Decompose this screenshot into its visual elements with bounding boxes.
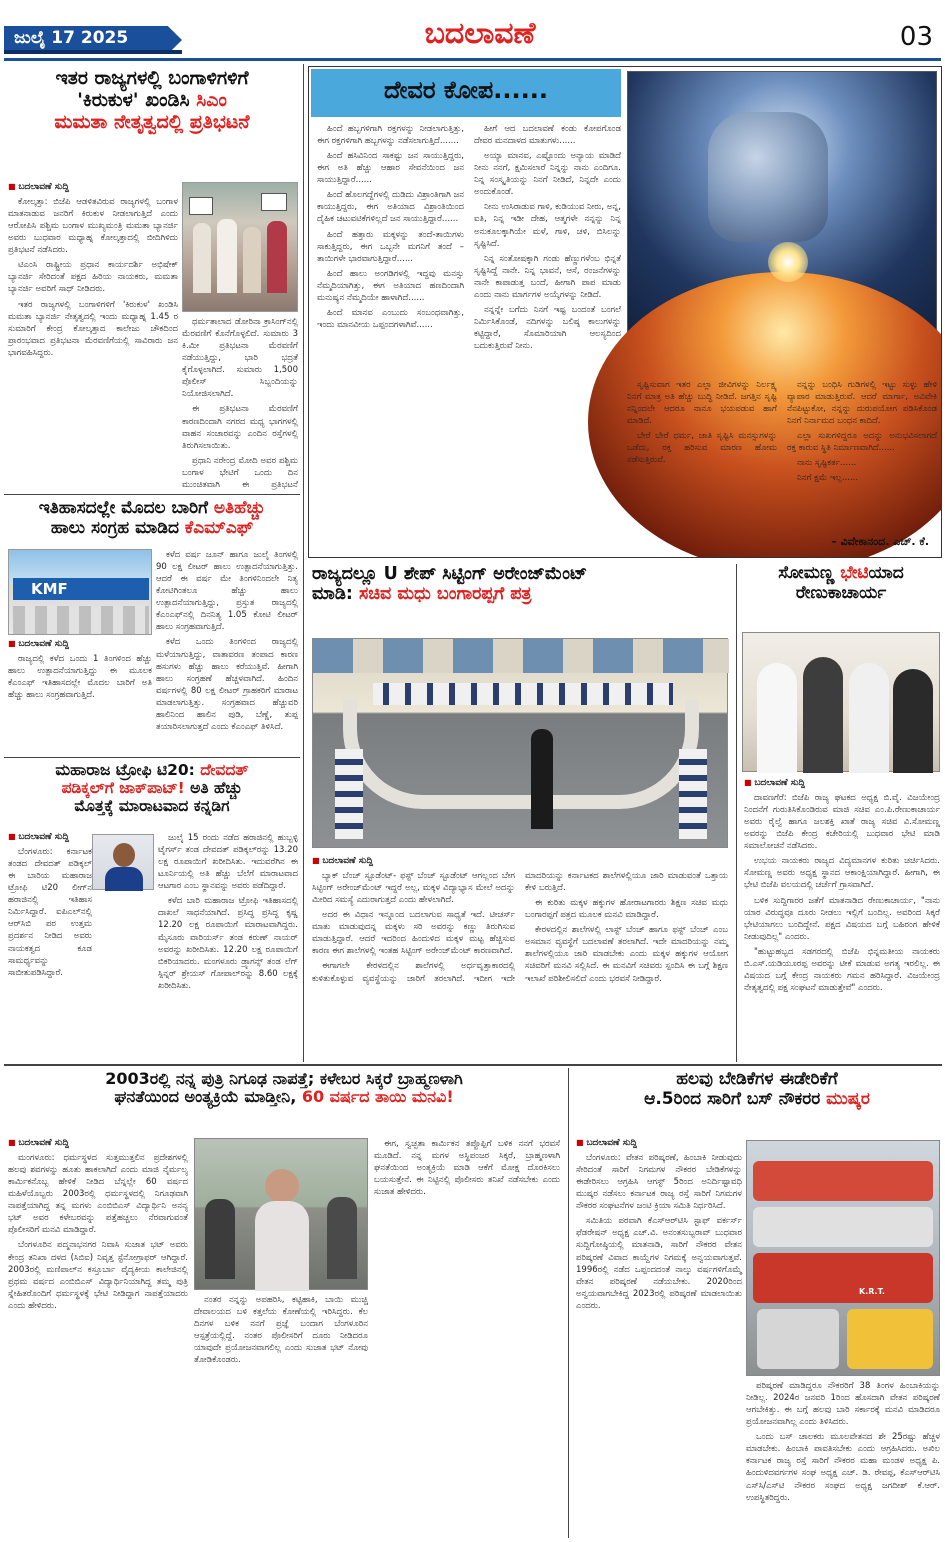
kmf-para-2: ಕಳೆದ ವರ್ಷ ಜೂನ್ ಹಾಗೂ ಜುಲೈ ತಿಂಗಳಲ್ಲಿ 90 ಲಕ್ಷ ಲೀಟರ್ ಹಾಲು ಉತ್ಪಾದನೆಯಾಗುತ್ತಿತ್ತು. ಆದರೆ ಈ ವರ್ಷ ಮೇ ತಿಂಗಳಿನಿಂದಲೇ ನಿತ್ಯ ಕೋಟಿಗಿಂತಲೂ ಹೆಚ್ಚು ಹಾಲು ಉತ್ಪಾದನೆಯಾಗುತ್ತಿದ್ದು, ಪ್ರಸ್ತುತ ರಾಜ್ಯದಲ್ಲಿ ಕೆಎಂಎಫ್‌ನಲ್ಲಿ ದಿನನಿತ್ಯ 1.05 ಕೋಟಿ ಲೀಟರ್ ಹಾಲು ಸಂಗ್ರಹವಾಗುತ್ತಿದೆ.	[156, 550, 298, 633]
devara-para-10: ನಿನ್ನ ಸಂತೋಷಕ್ಕಾಗಿ ಗಂಡು ಹೆಣ್ಣುಗಳೆಂಬ ಭಿನ್ನತೆ ಸೃಷ್ಟಿಸಿದ್ದೆ ನಾನೇ. ನಿನ್ನ ಭಾವನೆ, ಆಸೆ, ರಂಜನೆಗಳನ್ನು ನಾನೇ ಕಾಪಾಡುತ್ತ ಬಂದೆ, ಹೀಗಾಗಿ ಪಾಪ ಮಾಡು ಎಂದು ನಾನು ಮಾರ್ಗಗಳ ಅಯ್ಕೆಗಳನ್ನು ನೀಡಿದೆ.	[474, 253, 621, 300]
mother-para-1: ಮಂಗಳೂರು: ಧರ್ಮಸ್ಥಳದ ಸುತ್ತಮುತ್ತಲಿನ ಪ್ರದೇಶಗಳಲ್ಲಿ ಹಲವು ಶವಗಳನ್ನು ಹೂತು ಹಾಕಲಾಗಿದೆ ಎಂದು ಮಾಜಿ ನೈರ್ಮಲ್ಯ ಕಾರ್ಮಿಕನೊಬ್ಬ ಹೇಳಿಕೆ ನೀಡಿದ ಬೆನ್ನಲ್ಲೇ 60 ವರ್ಷದ ಮಹಿಳೆಯೊಬ್ಬರು 2003ರಲ್ಲಿ ಧರ್ಮಸ್ಥಳದಲ್ಲಿ ನಿಗೂಢವಾಗಿ ನಾಪತ್ತೆಯಾಗಿದ್ದ ತನ್ನ ಮಗಳು ಎಂಬಿಬಿಎಸ್ ವಿದ್ಯಾರ್ಥಿನಿ ಅನನ್ಯ ಭಟ್ ಅವರ ಕಳೇಬರವನ್ನು ಪತ್ತೆಹಚ್ಚಲು ನೆರವಾಗುವಂತೆ ಪೊಲೀಸರಿಗೆ ಮನವಿ ಮಾಡಿದ್ದಾರೆ.	[8, 1153, 188, 1236]
mother-headline-part2: ಘನತೆಯಿಂದ ಅಂತ್ಯಕ್ರಿಯೆ ಮಾಡ್ತೀನಿ,	[114, 1087, 302, 1107]
devara-para-3: ಹಿಂದೆ ಹೊಲಗದ್ದೆಗಳಲ್ಲಿ ದುಡಿದು ವಿಶ್ರಾಂತಿಗಾಗಿ ಜನ ಕಾಯುತ್ತಿದ್ದರು, ಈಗ ಅತಿಯಾದ ವಿಶ್ರಾಂತಿಯಿಂದ ದೈಹಿಕ ಚಟುವಟಿಕೆಗಳಿಲ್ಲದೆ ಜನ ಸಾಯುತ್ತಿದ್ದಾರೆ......	[317, 190, 464, 225]
mother-photo	[194, 1138, 368, 1290]
classroom-photo	[312, 638, 728, 848]
mother-byline: ■ ಬದಲಾವಣೆ ಸುದ್ದಿ	[8, 1138, 69, 1148]
devara-para-1: ಹಿಂದೆ ಹಬ್ಬಗಳಿಗಾಗಿ ರಕ್ತಗಳನ್ನು ನೀಡಲಾಗುತ್ತಿತ್ತು, ಈಗ ರಕ್ತಗಳಿಗಾಗಿ ಹಬ್ಬಗಳನ್ನು ನಡೆಸಲಾಗುತ್ತಿದೆ.......	[317, 124, 464, 147]
devara-para-14: ನನ್ನನ್ನು ಬಂಧಿಸಿ ಗುಡಿಗಳಲ್ಲಿ ಇಟ್ಟು ಸುಳ್ಳು ಹೇಳಿ ವ್ಯಾಪಾರ ಮಾಡುತ್ತಿರುವೆ. ಆದರೆ ಮಾರ್ಗಾ, ಅವಿವೇಕಿ ನೆನಪಿಟ್ಟುಕೋ, ನನ್ನನ್ನು ದುರುಪಯೋಗ ಪಡಿಸಿಕೊಂಡ ನಿನಗೆ ನಿರ್ನಾಮದ ಬಂಧನ ಕಾದಿದೆ.	[787, 380, 937, 427]
devara-para-15: ಎಲ್ಲಾ ಸುಖಗಳಿದ್ದರೂ ಅದನ್ನು ಅನುಭವಿಸಲಾಗದೆ ರಕ್ತ ಕಾರುವ ಸ್ಥಿತಿ ನಿರ್ಮಾಣವಾಗಿದೆ......	[787, 431, 937, 454]
devara-para-4: ಹಿಂದೆ ಹತ್ತಾರು ಮಕ್ಕಳನ್ನು ತಂದೆ-ತಾಯಿಗಳು ಸಾಕುತ್ತಿದ್ದರು, ಈಗ ಒಬ್ಬನೇ ಮಗನಿಗೆ ತಂದೆ – ತಾಯಿಗಳೇ ಭಾರವಾಗುತ್ತಿದ್ದಾರೆ......	[317, 229, 464, 264]
masthead	[0, 0, 945, 62]
kmf-headline	[4, 497, 300, 538]
bus-headline	[572, 1068, 942, 1109]
devara-para-5: ಹಿಂದೆ ಹಾಲು ಅಂಗಡಿಗಳಲ್ಲಿ ಇದ್ದವು ಮನಸ್ಸು ನೆಮ್ಮದಿಯಾಗಿತ್ತು, ಈಗ ಅತಿಯಾದ ಹಣದಿಂದಾಗಿ ಮನುಷ್ಯನ ನೆಮ್ಮದಿಯೇ ಹಾಳಾಗಿದೆ......	[317, 268, 464, 303]
bengali-para-6: ಪ್ರಧಾನಿ ನರೇಂದ್ರ ಮೋದಿ ಅವರ ಪಶ್ಚಿಮ ಬಂಗಾಳ ಭೇಟಿಗೆ ಒಂದು ದಿನ ಮುಂಚಿತವಾಗಿ ಈ ಪ್ರತಿಭಟನೆ	[182, 455, 298, 490]
bus-headline-part3: ಮುಷ್ಕರ	[826, 1088, 870, 1109]
bengali-protest-photo	[182, 182, 298, 312]
devara-para-17: ನಿನಗೆ ಕ್ಷಮೆ ಇಲ್ಲ......	[797, 473, 859, 484]
devara-body	[317, 123, 621, 555]
bengali-para-3: ಇತರ ರಾಜ್ಯಗಳಲ್ಲಿ ಬಂಗಾಳಿಗಳಿಗೆ 'ಕಿರುಕುಳ' ಖಂಡಿಸಿ ಮಮತಾ ಬ್ಯಾನರ್ಜಿ ನೇತೃತ್ವದಲ್ಲಿ ಇಂದು ಮಧ್ಯಾಹ್ನ 1.45 ರ ಸುಮಾರಿಗೆ ಕೇಂದ್ರ ಕೋಲ್ಕತ್ತಾದ ಕಾಲೇಜು ಚೌಕದಿಂದ ಪ್ರಾರಂಭವಾದ ಪ್ರತಿಭಟನಾ ಮೆರವಣಿಗೆಯಲ್ಲಿ ಸಾವಿರಾರು ಜನ ಭಾಗವಹಿಸಿದ್ದರು.	[8, 299, 178, 358]
divider	[4, 1064, 942, 1066]
mother-body-right	[374, 1138, 560, 1534]
column-divider	[303, 64, 304, 1062]
story-bus	[572, 1068, 942, 1538]
mother-body-left	[8, 1152, 188, 1534]
bengali-headline-kirukula: 'ಕಿರುಕುಳ'	[77, 88, 139, 111]
ushape-para-3: ಈಗಾಗಲೇ ಕೇರಳದಲ್ಲಿನ ಶಾಲೆಗಳಲ್ಲಿ ಅರ್ಧವೃತ್ತಾಕಾರದಲ್ಲಿ ಕುಳಿತುಕೊಳ್ಳುವ ವ್ಯವಸ್ಥೆಯನ್ನು ಜಾರಿಗೆ ತರಲಾಗಿದೆ. ಇದೀಗ ಇದೇ ಮಾದರಿಯನ್ನು ಕರ್ನಾಟಕದ ಶಾಲೆಗಳಲ್ಲಿಯೂ ಜಾರಿ ಮಾಡುವಂತೆ ಒತ್ತಾಯ ಕೇಳಿ ಬರುತ್ತಿದೆ.	[312, 871, 728, 984]
cricket-headline-part1: ಮಹಾರಾಜ ಟ್ರೋಫಿ ಟಿ20:	[55, 761, 201, 779]
bus-para-4: ಒಂದು ಬಸ್ ಚಾಲಕರು ಮೂಲವೇತನದ ಶೇ 25ರಷ್ಟು ಹೆಚ್ಚಳ ಮಾಡಬೇಕು. ಹಿಂಬಾಕಿ ಪಾವತಿಸಬೇಕು ಎಂದು ಆಗ್ರಹಿಸಿದರು. ಅಖಿಲ ಕರ್ನಾಟಕ ರಾಜ್ಯ ರಸ್ತೆ ಸಾರಿಗೆ ನೌಕರರ ಮಹಾ ಮಂಡಳ ಅಧ್ಯಕ್ಷ ಪಿ. ಹಿಂದುಳಿದವರ್ಗಗಳ ಸಂಘ ಅಧ್ಯಕ್ಷ ಎಚ್. ಡಿ. ರೇವಪ್ಪ, ಕೆಎಸ್‌ಆರ್‌ಟಿಸಿ ಎಸ್‌ಸಿ/ಎಸ್‌ಟಿ ನೌಕರರ ಸಂಘದ ಅಧ್ಯಕ್ಷ ಜಗದೀಶ್ ಕೆ.ಆರ್. ಉಪಸ್ಥಿತರಿದ್ದರು.	[746, 1432, 940, 1503]
devara-para-9: ನೀನು ಉಸಿರಾಡುವ ಗಾಳಿ, ಕುಡಿಯುವ ನೀರು, ಅನ್ನ, ಐತಿ, ನಿನ್ನ ಇಡೀ ದೇಹ, ಆತ್ಮಗಳೇ ನನ್ನನ್ನು ನಿನ್ನ ಅನುಕೂಲಕ್ಕಾಗಿಯೇ ಮಳೆ, ಗಾಳಿ, ಚಳಿ, ಬಿಸಿಲನ್ನು ಸೃಷ್ಟಿಸಿದೆ.	[474, 202, 621, 249]
devara-para-16: ನಾನು ಸೃಷ್ಟಿಕರ್ತ......	[797, 458, 857, 469]
somanna-headline-part3: ಯಾದ	[868, 564, 904, 583]
ushape-byline: ■ ಬದಲಾವಣೆ ಸುದ್ದಿ	[312, 856, 373, 866]
masthead-rule	[4, 58, 941, 61]
bengali-headline-cm: ಸಿಎಂ	[196, 88, 227, 111]
bus-para-2: ಸಮಿತಿಯ ಪರವಾಗಿ ಕೆಎಸ್‌ಆರ್‌ಟಿಸಿ ಸ್ಟಾಫ್ ವರ್ಕರ್ಸ್ ಫೆಡರೇಷನ್ ಅಧ್ಯಕ್ಷ ಎಚ್.ವಿ. ಅನಂತಸುಬ್ಬರಾವ್ ಬುಧವಾರ ಸುದ್ದಿಗೋಷ್ಠಿಯಲ್ಲಿ ಮಾತನಾಡಿ, ಸಾರಿಗೆ ನೌಕರರ ವೇತನ ಪರಿಷ್ಕರಣೆ ವಿವಾದ ಕಾಯ್ದೆಗಳ ನಿಗಮಕ್ಕೆ ಅನ್ವಯವಾಗುತ್ತವೆ. 1996ರಲ್ಲಿ ನಡೆದ ಒಪ್ಪಂದದಂತೆ ನಾಲ್ಕು ವರ್ಷಗಳಿಗೊಮ್ಮೆ ವೇತನ ಪರಿಷ್ಕರಣೆ ನಡೆಯಬೇಕು. 2020ರಿಂದ ಅನ್ವಯವಾಗಬೇಕಿದ್ದ 2023ರಲ್ಲಿ ಪರಿಷ್ಕರಣೆ ಮಾಡಲಾಯಿತು ಎಂದರು.	[576, 1216, 742, 1311]
cricket-body-right	[158, 832, 298, 1060]
bengali-headline-khandisi: ಖಂಡಿಸಿ	[138, 88, 197, 111]
kmf-building-photo	[8, 549, 152, 635]
ushape-body	[312, 870, 728, 1058]
bus-byline: ■ ಬದಲಾವಣೆ ಸುದ್ದಿ	[576, 1138, 637, 1148]
ushape-headline-part2: ಮಾಡಿ:	[312, 584, 359, 605]
cricket-headline-part2: ದೇವದತ್	[200, 761, 249, 779]
bengali-para-5: ಈ ಪ್ರತಿಭಟನಾ ಮೆರವಣಿಗೆ ಕಾರಣದಿಂದಾಗಿ ನಗರದ ಮಧ್ಯ ಭಾಗಗಳಲ್ಲಿ ವಾಹನ ಸಂಚಾರವನ್ನು ಎಂದಿನ ರಸ್ತೆಗಳಲ್ಲಿ ತಿರುಗಿಸಲಾಯಿತು.	[182, 404, 298, 451]
kmf-para-3: ಕಳೆದ ಒಂದು ತಿಂಗಳಿಂದ ರಾಜ್ಯದಲ್ಲಿ ಮಳೆಯಾಗುತ್ತಿದ್ದು, ವಾತಾವರಣ ತಂಪಾದ ಕಾರಣ ಹಸುಗಳು ಹೆಚ್ಚು ಹಾಲು ಕರೆಯುತ್ತಿವೆ. ಹೀಗಾಗಿ ಹಾಲು ಸಂಗ್ರಹಣೆ ಹೆಚ್ಚಳವಾಗಿದೆ. ಹಿಂದಿನ ವರ್ಷಗಳಲ್ಲಿ 80 ಲಕ್ಷ ಲೀಟರ್ ಗ್ರಾಹಕರಿಗೆ ಮಾರಾಟ ಮಾಡಲಾಗುತ್ತಿತ್ತು. ಸಂಗ್ರಹವಾದ ಹೆಚ್ಚುವರಿ ಹಾಲಿನಿಂದ ಹಾಲಿನ ಪುಡಿ, ಬೆಣ್ಣೆ, ತುಪ್ಪ ತಯಾರಿಸಲಾಗುತ್ತದೆ ಎಂದು ಕೆಎಂಎಫ್ ತಿಳಿಸಿದೆ.	[156, 637, 298, 732]
kmf-para-1: ರಾಜ್ಯದಲ್ಲಿ ಕಳೆದ ಒಂದು 1 ತಿಂಗಳಿಂದ ಹೆಚ್ಚು ಹಾಲು ಉತ್ಪಾದನೆಯಾಗುತ್ತಿದ್ದು ಈ ಮೂಲಕ ಕೆಎಂಎಫ್ ಇತಿಹಾಸದಲ್ಲೇ ಮೊದಲ ಬಾರಿಗೆ ಅತಿ ಹೆಚ್ಚು ಹಾಲು ಸಂಗ್ರಹವಾಗುತ್ತಿದೆ.	[8, 654, 152, 701]
ushape-para-5: ಕೇರಳದಲ್ಲಿನ ಶಾಲೆಗಳಲ್ಲಿ ಲಾಸ್ಟ್ ಬೆಂಚ್ ಹಾಗೂ ಫಸ್ಟ್ ಬೆಂಚ್ ಎಂಬ ಅಸಮಾನ ವ್ಯವಸ್ಥೆಗೆ ಬದಲಾವಣೆ ತರಲಾಗಿದೆ. ಇದೇ ಮಾದರಿಯನ್ನು ನಮ್ಮ ಶಾಲೆಗಳಲ್ಲಿಯೂ ಜಾರಿ ಮಾಡಬೇಕು ಎಂದು ಮಕ್ಕಳ ಹಕ್ಕುಗಳ ಆಯೋಗ ಸಚಿವರಿಗೆ ಮನವಿ ಸಲ್ಲಿಸಿದೆ. ಈ ಮನವಿಗೆ ಸಚಿವರು ಸ್ಪಂದಿಸಿ ಈ ಬಗ್ಗೆ ಶಿಕ್ಷಣ ಇಲಾಖೆ ಪರಿಶೀಲಿಸಲಿದೆ ಎಂದು ಭರವಸೆ ನೀಡಿದ್ದಾರೆ.	[525, 925, 728, 984]
bengali-para-4: ಧರ್ಮತಾಲಾದ ಡೋರಿನಾ ಕ್ರಾಸಿಂಗ್‌ನಲ್ಲಿ ಮೆರವಣಿಗೆ ಕೊನೆಗೊಳ್ಳಲಿದೆ. ಸುಮಾರು 3 ಕಿ.ಮೀ ಪ್ರತಿಭಟನಾ ಮೆರವಣಿಗೆ ನಡೆಯುತ್ತಿದ್ದು, ಭಾರಿ ಭದ್ರತೆ ಕೈಗೊಳ್ಳಲಾಗಿದೆ. ಸುಮಾರು 1,500 ಪೊಲೀಸ್ ಸಿಬ್ಬಂದಿಯನ್ನು ನಿಯೋಜಿಸಲಾಗಿದೆ.	[182, 317, 298, 400]
mother-headline	[4, 1068, 564, 1107]
ushape-headline-part3: ಸಚಿವ ಮಧು ಬಂಗಾರಪ್ಪಗೆ ಪತ್ರ	[358, 584, 532, 605]
mother-body-middle	[194, 1294, 368, 1534]
bengali-para-2: ಟಿಎಂಸಿ ರಾಷ್ಟ್ರೀಯ ಪ್ರಧಾನ ಕಾರ್ಯದರ್ಶಿ ಅಭಿಷೇಕ್ ಬ್ಯಾನರ್ಜಿ ಸೇರಿದಂತೆ ಪಕ್ಷದ ಹಿರಿಯ ನಾಯಕರು, ಮಮತಾ ಬ್ಯಾನರ್ಜಿ ಅವರಿಗೆ ಸಾಥ್ ನೀಡಿದರು.	[8, 260, 178, 295]
kmf-headline-part2: ಅತಿಹೆಚ್ಚು	[213, 498, 266, 518]
devara-para-11: ನನ್ನನ್ನೇ ಬಗೆದು ನಿನಗೆ ಇಷ್ಟ ಬಂದಂತೆ ಬಂಗಲೆ ನಿರ್ಮಿಸಿಕೊಂಡೆ, ನದಿಗಳನ್ನು ಬಲಿಷ್ಠ ಕಾಲುಗಳನ್ನು ಕಟ್ಟಿದ್ದಾರೆ, ಸೊಮಾರಿಯಾಗಿ ಆಲಸ್ಯದಿಂದ ಬದುಕುತ್ತಿರುವೆ ನೀನು.	[474, 304, 621, 352]
mother-para-2: ಬೆಂಗಳೂರಿನ ಪದ್ಮನಾಭನಗರ ನಿವಾಸಿ ಸುಜಾತ ಭಟ್ ಅವರು ಕೇಂದ್ರ ತನಿಖಾ ದಳದ (ಸಿಬಿಐ) ನಿವೃತ್ತ ಸ್ಟೆನೋಗ್ರಾಫರ್ ಆಗಿದ್ದಾರೆ. 2003ರಲ್ಲಿ ಮಣಿಪಾಲ್‌ನ ಕಸ್ತೂರ್ಬಾ ವೈದ್ಯಕೀಯ ಕಾಲೇಜಿನಲ್ಲಿ ಪ್ರಥಮ ವರ್ಷದ ಎಂಬಿಬಿಎಸ್ ವಿದ್ಯಾರ್ಥಿನಿಯಾಗಿದ್ದ ತಮ್ಮ ಪುತ್ರಿ ಸ್ನೇಹಿತರೊಂದಿಗೆ ಧರ್ಮಸ್ಥಳಕ್ಕೆ ಭೇಟಿ ನೀಡಿದ್ದಾಗ ನಾಪತ್ತೆಯಾದರು ಎಂದು ಹೇಳಿದರು.	[8, 1240, 188, 1311]
bus-headline-line1: ಹಲವು ಬೇಡಿಕೆಗಳ ಈಡೇರಿಕೆಗೆ	[676, 1069, 838, 1089]
cricket-headline-line3: ಮೊತ್ತಕ್ಕೆ ಮಾರಾಟವಾದ ಕನ್ನಡಿಗ	[74, 796, 230, 815]
cricket-para-2: ಜುಲೈ 15 ರಂದು ನಡೆದ ಹರಾಜಿನಲ್ಲಿ ಹುಬ್ಬಳ್ಳಿ ಟೈಗರ್ಸ್ ತಂಡ ದೇವದತ್ ಪಡಿಕ್ಕಲ್‌ರನ್ನು 13.20 ಲಕ್ಷ ರೂಪಾಯಿಗೆ ಖರೀದಿಸಿತು. ಇದುವರೆಗಿನ ಈ ಟೂರ್ನಿಯಲ್ಲಿ ಅತಿ ಹೆಚ್ಚು ಬೆಲೆಗೆ ಮಾರಾಟವಾದ ಆಟಗಾರ ಎಂಬ ಸ್ಥಾನವನ್ನು ಅವರು ಪಡೆದಿದ್ದಾರೆ.	[158, 833, 298, 892]
mother-para-4: ಈಗ, ಸ್ವಚ್ಛತಾ ಕಾರ್ಮಿಕನ ತಪ್ಪೊಪ್ಪಿಗೆ ಬಳಿಕ ನನಗೆ ಭರವಸೆ ಮೂಡಿದೆ. ನನ್ನ ಮಗಳ ಅಸ್ಥಿಪಂಜರ ಸಿಕ್ಕರೆ, ಬ್ರಾಹ್ಮಣಳಾಗಿ ಘನತೆಯಿಂದ ಅಂತ್ಯಕ್ರಿಯೆ ಮಾಡಿ ಆಕೆಗೆ ಮೋಕ್ಷ ದೊರಕಿಸಲು ಬಯಸುತ್ತೇನೆ. ಈ ನಿಟ್ಟಿನಲ್ಲಿ ಪೊಲೀಸರು ತನಿಖೆ ನಡೆಸಬೇಕು ಎಂದು ಸುಜಾತ ಹೇಳಿದರು.	[374, 1139, 560, 1198]
ushape-para-4: ಈ ಕುರಿತು ಮಕ್ಕಳ ಹಕ್ಕುಗಳ ಹೋರಾಟಗಾರರು ಶಿಕ್ಷಣ ಸಚಿವ ಮಧು ಬಂಗಾರಪ್ಪಗೆ ಪತ್ರದ ಮೂಲಕ ಮನವಿ ಮಾಡಿದ್ದಾರೆ.	[525, 898, 728, 921]
devara-para-2: ಹಿಂದೆ ಹಸಿವಿನಿಂದ ಸಾಕಷ್ಟು ಜನ ಸಾಯುತ್ತಿದ್ದರು, ಈಗ ಅತಿ ಹೆಚ್ಚು ಆಹಾರ ಸೇವನೆಯಿಂದ ಜನ ಸಾಯುತ್ತಿದ್ದಾರೆ......	[317, 151, 464, 186]
bus-body-left	[576, 1152, 742, 1534]
cricket-headline-part3: ಪಡಿಕ್ಕಲ್‌ಗೆ ಜಾಕ್‌ಪಾಟ್!	[61, 778, 185, 797]
divider	[4, 494, 300, 495]
story-mother	[4, 1068, 564, 1538]
column-divider	[736, 564, 737, 1062]
cricket-headline-part4: ಅತಿ ಹೆಚ್ಚು	[184, 778, 243, 797]
mother-headline-line1: 2003ರಲ್ಲಿ ನನ್ನ ಪುತ್ರಿ ನಿಗೂಢ ನಾಪತ್ತೆ; ಕಳೇಬರ ಸಿಕ್ಕರೆ ಬ್ರಾಹ್ಮಣಳಾಗಿ	[105, 1069, 463, 1088]
story-cricket	[4, 760, 300, 1062]
masthead-title: ಬದಲಾವಣೆ	[424, 16, 536, 51]
somanna-para-2: ಉಭಯ ನಾಯಕರು ರಾಜ್ಯದ ವಿದ್ಯಮಾನಗಳ ಕುರಿತು ಚರ್ಚಿಸಿದರು. ಸೋಮಣ್ಣ ಅವರು ಅಧ್ಯಕ್ಷ ಸ್ಥಾನದ ಆಕಾಂಕ್ಷಿಯಾಗಿದ್ದಾರೆ. ಹೀಗಾಗಿ, ಈ ಭೇಟಿ ಬಿಜೆಪಿ ವಲಯದಲ್ಲಿ ಚರ್ಚೆಗೆ ಗ್ರಾಸವಾಗಿದೆ.	[744, 856, 940, 891]
kmf-headline-part1: ಇತಿಹಾಸದಲ್ಲೇ ಮೊದಲ ಬಾರಿಗೆ	[38, 498, 214, 518]
kmf-headline-part4: ಕೆಎಮ್‌ಎಫ್	[184, 517, 254, 538]
kmf-byline: ■ ಬದಲಾವಣೆ ಸುದ್ದಿ	[8, 639, 69, 649]
devara-para-13: ಬೇರೆ ಬೇರೆ ಧರ್ಮ, ಜಾತಿ ಸೃಷ್ಟಿಸಿ ಮನಸ್ಸುಗಳನ್ನು ಒಡೆದು, ರಕ್ತ ಹರಿಸುವ ಮಾರಣ ಹೋಮ ನಡೆಸುತ್ತಿರುವೆ.	[627, 431, 777, 466]
somanna-meeting-photo	[742, 632, 940, 772]
somanna-para-3: ಬಳಿಕ ಸುದ್ದಿಗಾರರ ಜತೆಗೆ ಮಾತನಾಡಿದ ರೇಣುಕಾಚಾರ್ಯ, "ನಾನು ಯಾರ ವಿರುದ್ಧವೂ ದೂರು ನೀಡಲು ಇಲ್ಲಿಗೆ ಬಂದಿಲ್ಲ. ಅವರಿಂದ ಸಿಕ್ಕರೆ ಭೇಟಿಯಾಗಲು ಬಂದಿದ್ದೇನೆ. ಪಕ್ಷದ ವಿಷಯದ ಬಗ್ಗೆ ಬಹಿರಂಗ ಹೇಳಿಕೆ ನೀಡುವುದಿಲ್ಲ" ಎಂದರು.	[744, 895, 940, 942]
bus-para-3: ಪರಿಷ್ಕರಣೆ ಮಾಡಿದ್ದರೂ ನೌಕರರಿಗೆ 38 ತಿಂಗಳ ಹಿಂಬಾಕಿಯನ್ನು ನೀಡಿಲ್ಲ. 2024ರ ಜನವರಿ 1ರಿಂದ ಹೊಸದಾಗಿ ವೇತನ ಪರಿಷ್ಕರಣೆ ಆಗಬೇಕಿತ್ತು. ಈ ಬಗ್ಗೆ ಹಲವು ಬಾರಿ ಸರ್ಕಾರಕ್ಕೆ ಮನವಿ ಮಾಡಿದರೂ ಪ್ರಯೋಜನವಾಗಿಲ್ಲ ಎಂದು ತಿಳಿಸಿದರು.	[746, 1381, 940, 1428]
bengali-byline: ■ ಬದಲಾವಣೆ ಸುದ್ದಿ	[8, 182, 69, 192]
devara-fist-illustration	[627, 71, 937, 375]
ushape-headline	[308, 564, 732, 604]
cricket-headline	[4, 760, 300, 815]
story-kmf	[4, 497, 300, 755]
devara-headline: ದೇವರ ಕೋಪ......	[384, 76, 548, 104]
ushape-para-1: ಬ್ಯಾಕ್ ಬೆಂಚ್ ಸ್ಟೂಡೆಂಟ್- ಫಸ್ಟ್ ಬೆಂಚ್ ಸ್ಟೂಡೆಂಟ್ ಆಗಲ್ಲಂದ ಬೇಗ ಸಿಟ್ಟಿಂಗ್ ಅರೇಂಜ್‌ಮೆಂಟ್ ಇದ್ದರೆ ಅಲ್ಲ, ಮಕ್ಕಳ ವಿದ್ಯಾಭ್ಯಾಸ ಮೇಲೆ ಅದನ್ನು ಮೀರಿದ ಸಮಸ್ಯೆ ಎದುರಾಗುತ್ತದೆ ಎಂದು ಹೇಳಲಾಗಿದೆ.	[312, 871, 515, 906]
bengali-para-1: ಕೋಲ್ಕತ್ತಾ: ಬಿಜೆಪಿ ಆಡಳಿತವಿರುವ ರಾಜ್ಯಗಳಲ್ಲಿ ಬಂಗಾಳ ಮಾತನಾಡುವ ಜನರಿಗೆ ಕಿರುಕುಳ ನೀಡಲಾಗುತ್ತಿದೆ ಎಂದು ಆರೋಪಿಸಿ ಪಶ್ಚಿಮ ಬಂಗಾಳ ಮುಖ್ಯಮಂತ್ರಿ ಮಮತಾ ಬ್ಯಾನರ್ಜಿ ಅವರು ಬುಧವಾರ ಮಧ್ಯಾಹ್ನ ಕೋಲ್ಕತ್ತಾದಲ್ಲಿ ಬೀದಿಗಿಳಿದು ಪ್ರತಿಭಟನೆ ನಡೆಸಿದರು.	[8, 197, 178, 256]
mother-headline-part3: 60 ವರ್ಷದ ತಾಯಿ ಮನವಿ!	[301, 1087, 454, 1107]
date-banner-shadow	[4, 50, 182, 54]
kmf-sign: KMF	[31, 580, 68, 598]
cricket-body-left	[8, 846, 154, 1060]
divider	[4, 757, 300, 758]
kmf-body-right	[156, 549, 298, 753]
bengali-body-right	[182, 316, 298, 488]
bengali-headline-line3: ಮಮತಾ ನೇತೃತ್ವದಲ್ಲಿ ಪ್ರತಿಭಟನೆ	[54, 110, 250, 133]
somanna-headline-line2: ರೇಣುಕಾಚಾರ್ಯ	[795, 582, 887, 603]
column-divider	[568, 1068, 569, 1538]
bus-headline-part2: ಆ.5ರಿಂದ ಸಾರಿಗೆ ಬಸ್ ನೌಕರರ	[644, 1088, 827, 1109]
buses-photo	[746, 1140, 940, 1376]
somanna-body	[744, 792, 940, 1058]
bengali-headline-line1: ಇತರ ರಾಜ್ಯಗಳಲ್ಲಿ ಬಂಗಾಳಿಗಳಿಗೆ	[55, 67, 249, 89]
somanna-headline-part2: ಭೇಟಿ	[840, 564, 869, 583]
somanna-headline-part1: ಸೋಮಣ್ಣ	[778, 564, 841, 583]
somanna-headline	[740, 564, 942, 603]
somanna-byline: ■ ಬದಲಾವಣೆ ಸುದ್ದಿ	[744, 778, 805, 788]
somanna-para-4: "ಹುಟ್ಟುಹಬ್ಬದ ಸಡಗರದಲ್ಲಿ ಬಿಜೆಪಿ ಭಿನ್ನಮತೀಯ ನಾಯಕರು ಬಿ.ಎಸ್.ಯಡಿಯೂರಪ್ಪ ಅವರನ್ನು ಟೀಕೆ ಮಾಡುವ ಅಗತ್ಯ ಇರಲಿಲ್ಲ. ಈ ವಿಷಯದ ಬಗ್ಗೆ ಕೇಂದ್ರ ನಾಯಕರು ಗಮನ ಹರಿಸಿದ್ದಾರೆ. ವಿಜಯೇಂದ್ರ ನೇತೃತ್ವದಲ್ಲಿ ಪಕ್ಷ ಸಂಘಟನೆ ಮಾಡುತ್ತೇವೆ" ಎಂದರು.	[744, 946, 940, 993]
page-number: 03	[899, 22, 933, 52]
devara-para-6: ಹಿಂದೆ ಮಾನವ ಎಂಬುದು ಸಂಬಂಧವಾಗಿತ್ತು, ಇಂದು ಮಾನವೀಯ ಒಪ್ಪಂದಗಳಾಗಿವೆ......	[317, 307, 464, 330]
ushape-headline-line1: ರಾಜ್ಯದಲ್ಲೂ U ಶೇಪ್ ಸಿಟ್ಟಿಂಗ್ ಅರೇಂಜ್‌ಮೆಂಟ್	[312, 564, 588, 584]
bengali-body	[8, 196, 178, 486]
story-somanna	[740, 564, 942, 1062]
story-devara	[308, 66, 942, 558]
bus-route-label: K.R.T.	[859, 1287, 885, 1296]
devara-para-12: ಸೃಷ್ಟಿಸುವಾಗ ಇತರ ಎಲ್ಲಾ ಜೀವಿಗಳನ್ನು ನಿರ್ಲಕ್ಷ್ಯ ನಿನಗೆ ಮಾತ್ರ ಅತಿ ಹೆಚ್ಚು ಬುದ್ಧಿ ನೀಡಿದೆ. ಜಗತ್ತಿನ ಸೃಷ್ಟಿ ನನ್ನಿಂದಲೇ ಆದರೂ ನಾನೂ ಭಯಪಡುವ ಹಾಗೆ ಮಾಡಿದೆ.	[627, 380, 777, 427]
cricket-byline: ■ ಬದಲಾವಣೆ ಸುದ್ದಿ	[8, 832, 69, 842]
devara-body-lower	[627, 379, 937, 531]
kmf-headline-part3: ಹಾಲು ಸಂಗ್ರಹ ಮಾಡಿದ	[50, 517, 185, 538]
mother-para-3: ನಂತರ ನನ್ನನ್ನು ಅಪಹರಿಸಿ, ಕಟ್ಟಿಹಾಕಿ, ಬಾಯಿ ಮುಚ್ಚಿ ದೇವಾಲಯದ ಬಳಿ ಕತ್ತಲೆಯ ಕೋಣೆಯಲ್ಲಿ ಇರಿಸಿದ್ದರು. ಕೆಲ ದಿನಗಳ ಬಳಿಕ ನನಗೆ ಪ್ರಜ್ಞೆ ಬಂದಾಗ ಬೆಂಗಳೂರಿನ ಆಸ್ಪತ್ರೆಯಲ್ಲಿದ್ದೆ. ನಂತರ ಪೊಲೀಸರಿಗೆ ದೂರು ನೀಡಿದರೂ ಯಾವುದೇ ಪ್ರಯೋಜನವಾಗಲಿಲ್ಲ ಎಂದು ಸುಜಾತ ಭಟ್ ನೋವು ತೋಡಿಕೊಂಡರು.	[194, 1295, 368, 1366]
story-bengali	[4, 64, 300, 492]
cricket-para-3: ಕಳೆದ ಬಾರಿ ಮಹಾರಾಜ ಟ್ರೋಫಿ ಇತಿಹಾಸದಲ್ಲಿ ದಾಖಲೆ ಸಾಧನೆಯಾಗಿದೆ. ಪ್ರಸಿದ್ಧ ಪ್ರಸಿದ್ಧ ಕೃಷ್ಣ 12.20 ಲಕ್ಷ ರೂಪಾಯಿಗೆ ಮಾರಾಟವಾಗಿದ್ದರು. ಮೈಸೂರು ವಾರಿಯರ್ಸ್ ತಂಡ ಕರುಣ್ ನಾಯರ್ ಅವರನ್ನು ಖರೀದಿಸಿತು. 12.20 ಲಕ್ಷ ರೂಪಾಯಿಗೆ ಬಿಕರಿಯಾದರು. ಮಂಗಳೂರು ಡ್ರ್ಯಾಗನ್ಸ್ ತಂಡ ಲೆಗ್ ಸ್ಪಿನ್ನರ್ ಶ್ರೇಯಸ್ ಗೋಪಾಲ್‌ರನ್ನು 8.60 ಲಕ್ಷಕ್ಕೆ ಖರೀದಿಸಿತು.	[158, 896, 298, 991]
bus-para-1: ಬೆಂಗಳೂರು: ವೇತನ ಪರಿಷ್ಕರಣೆ, ಹಿಂಬಾಕಿ ನೀಡುವುದು ಸೇರಿದಂತೆ ಸಾರಿಗೆ ನಿಗಮಗಳ ನೌಕರರ ಬೇಡಿಕೆಗಳನ್ನು ಈಡೇರಿಸಲು ಆಗ್ರಹಿಸಿ ಆಗಸ್ಟ್ 5ರಿಂದ ಅನಿರ್ದಿಷ್ಟಾವಧಿ ಮುಷ್ಕರ ನಡೆಸಲು ಕರ್ನಾಟಕ ರಾಜ್ಯ ರಸ್ತೆ ಸಾರಿಗೆ ನಿಗಮಗಳ ನೌಕರರ ಸಂಘಟನೆಗಳ ಜಂಟಿ ಕ್ರಿಯಾ ಸಮಿತಿ ನಿರ್ಧರಿಸಿದೆ.	[576, 1153, 742, 1212]
story-u-shape	[308, 564, 732, 1062]
devara-para-8: ಅಯ್ಯಾ ಮಾನವ, ಎಷ್ಟೊಂದು ಅನ್ಯಾಯ ಮಾಡಿದೆ ನೀನು ನನಗೆ, ಕ್ಷಮಿಸಲಾರೆ ನಿನ್ನನ್ನು ನಾನು ಎಂದಿಗೂ. ನಿನ್ನ ಸಂಸ್ಕೃತಿಯನ್ನು ನಿನಗೆ ನೀಡಿದೆ, ನಿನ್ನದೇ ಎಂದು ಅಂದುಕೊಂಡೆ.	[474, 151, 621, 198]
kmf-body-left	[8, 653, 152, 751]
devara-author: – ವಿವೇಕಾನಂದ. ಎಚ್. ಕೆ.	[831, 535, 929, 548]
bengali-headline	[4, 64, 300, 134]
bus-body-right	[746, 1380, 940, 1534]
cricket-para-1: ಬೆಂಗಳೂರು: ಕರ್ನಾಟಕ ತಂಡದ ದೇವದತ್ ಪಡಿಕ್ಕಲ್ ಈ ಬಾರಿಯ ಮಹಾರಾಜ ಟ್ರೋಫಿ ಟಿ20 ಲೀಗ್‌ನ ಹರಾಜಿನಲ್ಲಿ ಇತಿಹಾಸ ನಿರ್ಮಿಸಿದ್ದಾರೆ. ಐಪಿಎಲ್‌ನಲ್ಲಿ ಆರ್‌ಸಿಬಿ ಪರ ಉತ್ತಮ ಪ್ರದರ್ಶನ ನೀಡಿದ ಅವರು ನಾಯಕತ್ವದ ಕೂಡ ಸಾಮರ್ಥ್ಯವನ್ನು ಸಾಬೀತುಪಡಿಸಿದ್ದಾರೆ.	[8, 847, 92, 978]
ushape-para-2: ಅದರ ಈ ವಿಧಾನ ಇನ್ನೂಂದ ಬದಲಾಗುವ ಸಾಧ್ಯತೆ ಇದೆ. ಟೀಚರ್ಸ್ ಮಾತು ಮಾಡುವುದನ್ನ ಮಕ್ಕಳು ಸರಿ ಅವರನ್ನು ಕಣ್ಣು ತಿರುಗಿಸುವ ಮಾಡುತ್ತಿದ್ದಾರೆ. ಆದರೆ ಇದರಿಂದ ಹಿಂದುಳಿದ ಮಕ್ಕಳ ಮಟ್ಟ ಹೆಚ್ಚಿಸುವ ಕಾರಣ ಈಗ ಶಾಲೆಗಳಲ್ಲಿ ಇಂತಹ ಸಿಟ್ಟಿಂಗ್ ಅರೇಂಜ್‌ಮೆಂಟ್ ಕಾರಣವಾಗಿದೆ.	[312, 910, 515, 957]
issue-date: ಜುಲೈ 17 2025	[14, 28, 129, 48]
devara-para-7: ಹೀಗೆ ಆದ ಬದಲಾವಣೆ ಕಂಡು ಕೋಪಗೊಂಡ ದೇವರ ಮನದಾಳದ ಮಾತುಗಳು......	[474, 124, 621, 147]
somanna-para-1: ದಾವಣಗೆರೆ: ಬಿಜೆಪಿ ರಾಜ್ಯ ಘಟಕದ ಅಧ್ಯಕ್ಷ ಬಿ.ವೈ. ವಿಜಯೇಂದ್ರ ನಿಂದನೆಗೆ ಗುರುತಿಸಿಕೊಂಡಿರುವ ಮಾಜಿ ಸಚಿವ ಎಂ.ಪಿ.ರೇಣುಕಾಚಾರ್ಯ ಅವರು ರೈಲ್ವೆ ಹಾಗೂ ಜಲಶಕ್ತಿ ಖಾತೆ ರಾಜ್ಯ ಸಚಿವ ವಿ.ಸೋಮಣ್ಣ ಅವರನ್ನು ಬಿಜೆಪಿ ಕೇಂದ್ರ ಕಚೇರಿಯಲ್ಲಿ ಬುಧವಾರ ಭೇಟಿ ಮಾಡಿ ಸಮಾಲೋಚನೆ ನಡೆಸಿದರು.	[744, 793, 940, 852]
